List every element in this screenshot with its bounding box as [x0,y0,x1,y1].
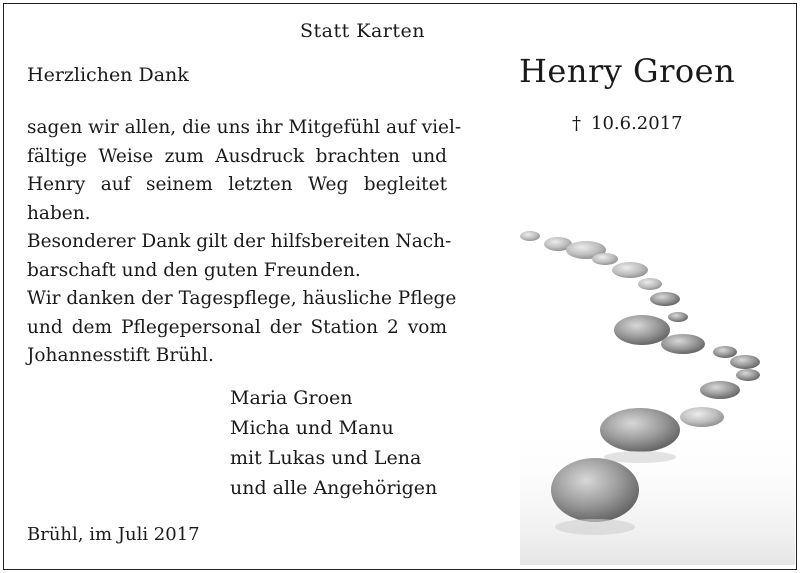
deceased-name: Henry Groen [519,52,736,90]
text-line: fältige Weise zum Ausdruck brachten und [27,145,447,167]
stone [614,315,670,345]
text-line: barschaft und den guten Freunden. [27,259,361,281]
greeting: Herzlichen Dank [27,64,189,86]
signer-line: Micha und Manu [230,417,394,439]
text-line: Wir danken der Tagespflege, häusliche Pflege [27,288,457,309]
stone [713,346,737,358]
thanks-text [27,114,462,371]
death-info [572,113,683,134]
death-date: 10.6.2017 [591,113,683,134]
signers-block [230,383,437,503]
stone [680,407,724,427]
signer-line: und alle Angehörigen [230,477,438,499]
stone [700,381,740,399]
text-line: Henry auf seinem letzten Weg begleitet [27,174,447,195]
stone [668,312,688,322]
stone [730,355,760,369]
stone [736,369,760,381]
text-line: Besonderer Dank gilt der hilfsbereiten Nach- [27,231,452,252]
text-line: Johannesstift Brühl. [27,345,214,366]
cross-icon: † [572,113,581,134]
stepping-stones-image [520,222,795,565]
stone [520,231,540,241]
signer-line: mit Lukas und Lena [230,447,422,469]
stone [592,253,618,265]
stone [638,278,662,290]
text-line: sagen wir allen, die uns ihr Mitgefühl auf viel- [27,117,462,138]
place-date: Brühl, im Juli 2017 [27,524,200,545]
stone [612,262,648,278]
signer-line: Maria Groen [230,387,353,409]
text-line: und dem Pflegepersonal der Station 2 vom [27,316,447,338]
header-title: Statt Karten [300,20,426,42]
stone [551,458,639,522]
stone [661,334,705,354]
text-line: haben. [27,202,91,224]
stone [650,292,680,306]
stone [600,408,680,452]
